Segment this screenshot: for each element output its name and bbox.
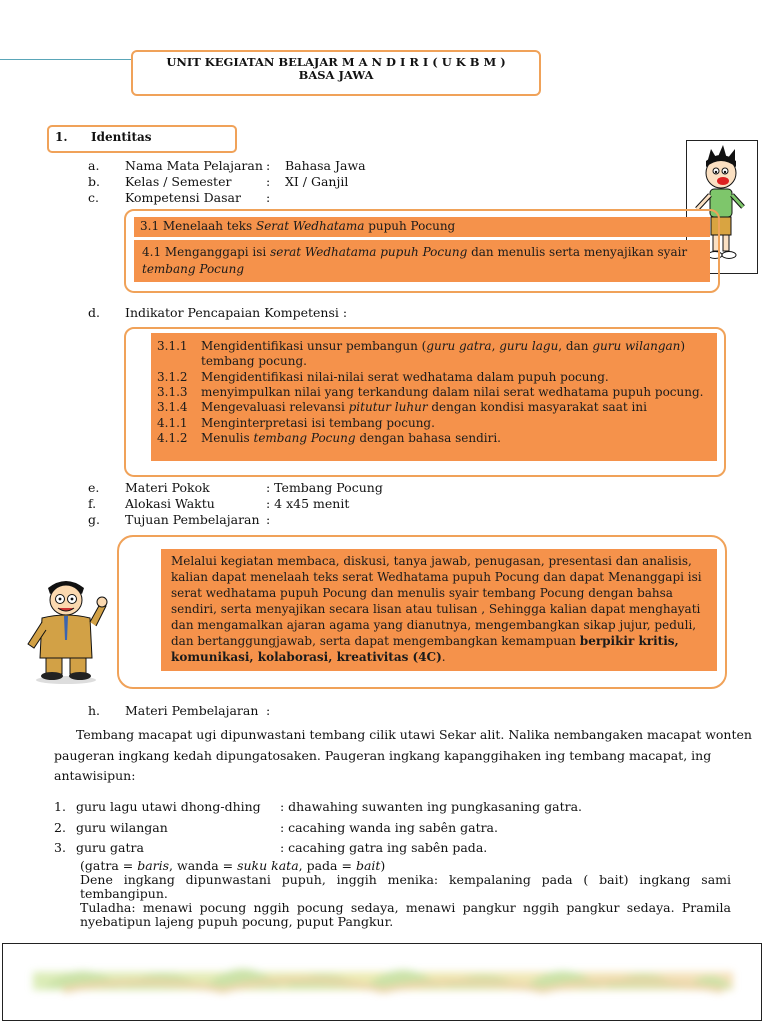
row-value: Bahasa Jawa: [285, 158, 366, 173]
row-value: XI / Ganjil: [285, 174, 349, 189]
row-label: Nama Mata Pelajaran: [125, 158, 263, 173]
cartoon-teacher-illustration: [20, 574, 112, 686]
row-sep: :: [266, 174, 271, 189]
materi-intro: Tembang macapat ugi dipunwastani tembang cilik utawi Sekar alit. Nalika nembangaken macapat wonten paugeran ingkang kedah dipungatosaken. Paugeran ingkang kapanggihaken ing tembang macapat, ing antawisipun:: [54, 727, 752, 783]
page-subtitle: BASA JAWA: [298, 68, 374, 82]
row-sep: :: [266, 158, 271, 173]
indikator-list: 3.1.1 Mengidentifikasi unsur pembangun (guru gatra, guru lagu, dan guru wilangan) tembang pocung. 3.1.2 Mengidentifikasi nilai-nilai serat wedhatama dalam pupuh pocung. 3.1.3 menyimpulkan nilai yang terkandung dalam nilai serat wedhatama pupuh pocung. 3.1.4 Mengevaluasi relevansi pitutur luhur dengan kondisi masyarakat saat ini 4.1.1 Menginterpretasi isi tembang pocung. 4.1.2 Menulis tembang Pocung dengan bahasa sendiri.: [151, 333, 717, 461]
footer-banner: [2, 943, 762, 1021]
header-rule: [0, 59, 132, 60]
row-letter: b.: [88, 174, 100, 189]
abbreviation-note: (gatra = baris, wanda = suku kata, pada = bait): [80, 858, 386, 873]
page-title: UNIT KEGIATAN BELAJAR M A N D I R I ( U K B M ): [166, 55, 506, 69]
row-label: Kompetensi Dasar: [125, 190, 241, 205]
kd-item-4-1: 4.1 Menganggapi isi serat Wedhatama pupuh Pocung dan menulis serta menyajikan syair tembang Pocung: [134, 240, 710, 282]
indikator-item-cont: tembang pocung.: [201, 354, 307, 368]
teacher-figure: [20, 574, 112, 686]
kd-item-3-1: 3.1 Menelaah teks Serat Wedhatama pupuh Pocung: [134, 217, 710, 237]
row-letter: a.: [88, 158, 100, 173]
grass-decoration: [3, 944, 761, 1020]
title-box: [131, 50, 541, 96]
materi-closing: (gatra = baris, wanda = suku kata, pada = bait) Dene ingkang dipunwastani pupuh, inggih menika: kempalaning pada ( bait) ingkang sami tembangipun. Tuladha: menawi pocung nggih pocung sedaya, menawi pangkur nggih pangkur sedaya. Pramila nyebatipun lajeng pupuh pocung, puput Pangkur.: [80, 858, 731, 929]
section-title: Identitas: [91, 130, 152, 144]
row-letter: c.: [88, 190, 99, 205]
row-label: Kelas / Semester: [125, 174, 232, 189]
row-sep: :: [266, 190, 271, 205]
section-number: 1.: [55, 130, 68, 144]
tujuan-text: Melalui kegiatan membaca, diskusi, tanya jawab, penugasan, presentasi dan analisis, kalian dapat menelaah teks serat Wedhatama pupuh Pocung dan dapat Menanggapi isi serat wedhatama pupuh Pocung dan menulis syair tembang Pocung dengan bahsa sendiri, serta menyajikan secara lisan atau tulisan , Sehingga kalian dapat menghayati dan mengamalkan ajaran agama yang dianutnya, mengembangkan sikap jujur, peduli, dan bertanggungjawab, serta dapat mengembangkan kemampuan berpikir kritis, komunikasi, kolaborasi, kreativitas (4C).: [161, 549, 717, 671]
section-heading-identitas: [47, 125, 237, 153]
